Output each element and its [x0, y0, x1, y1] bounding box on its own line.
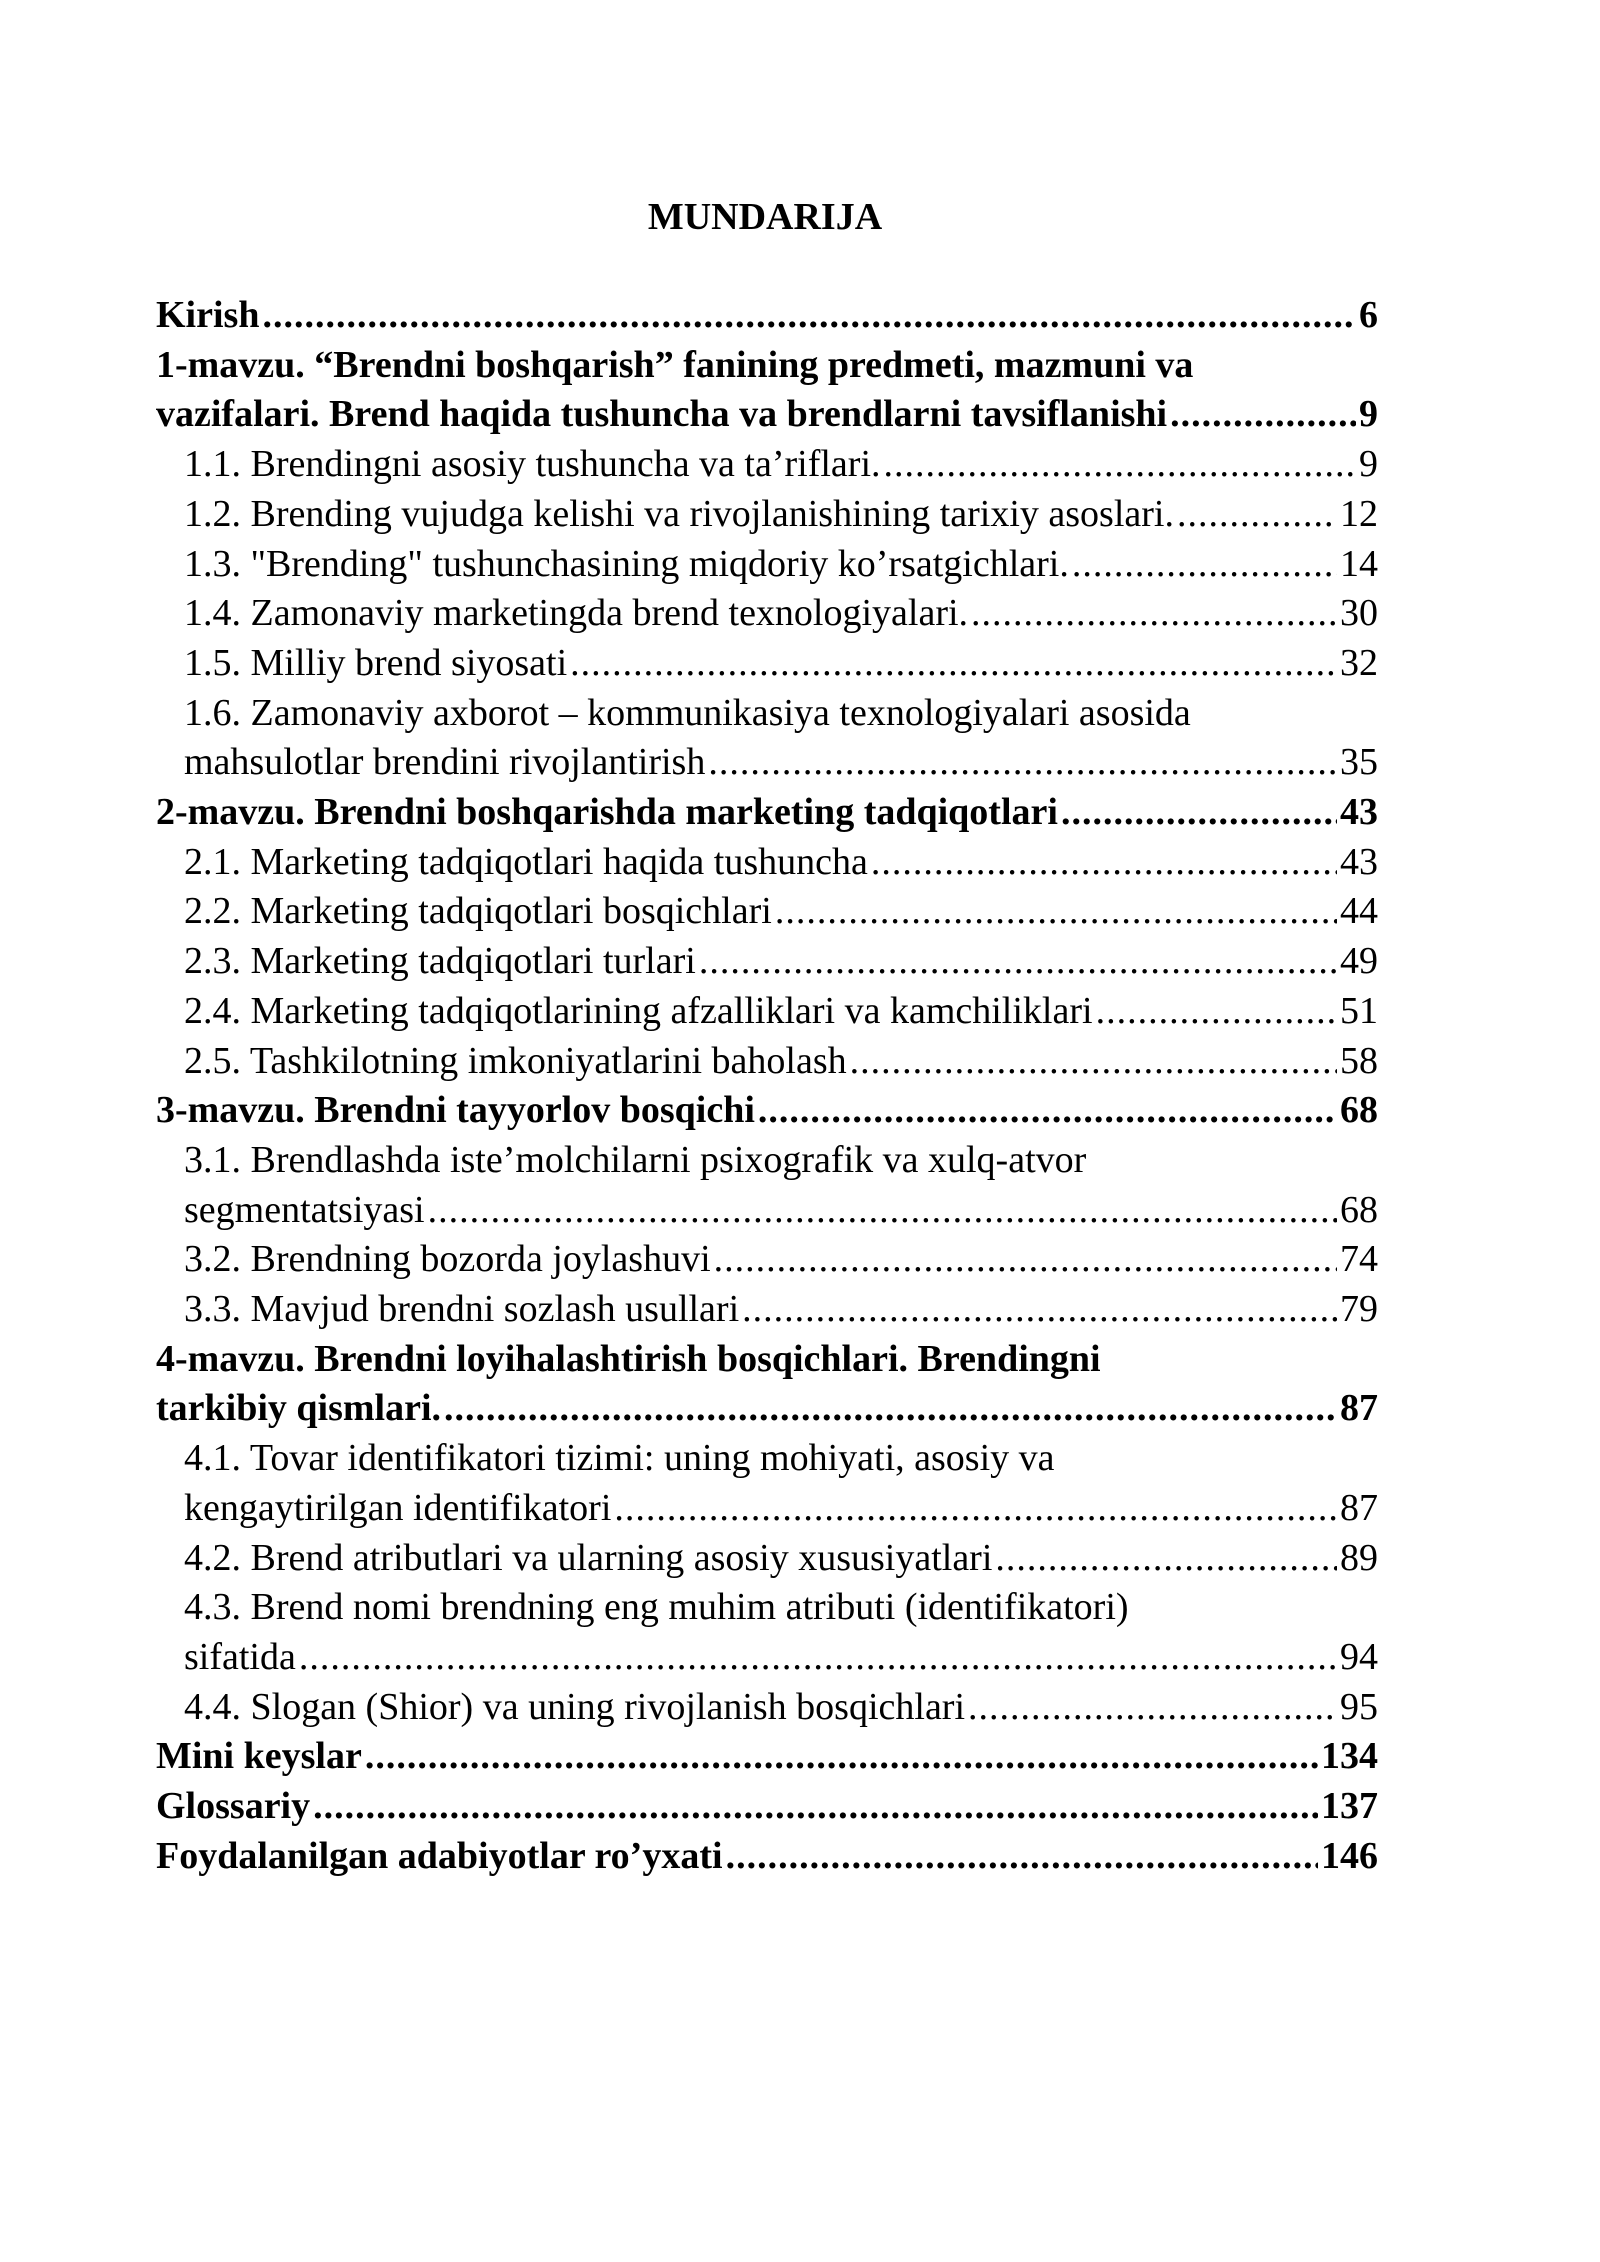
toc-entry-page-number: 94 — [1340, 1635, 1378, 1678]
toc-entry-title: Mini keyslar — [156, 1735, 362, 1778]
toc-entry-title-line: 4.1. Tovar identifikatori tizimi: uning mohiyati, asosiy va — [184, 1437, 1055, 1480]
toc-entry-title: segmentatsiyasi — [184, 1188, 425, 1231]
table-of-contents — [156, 291, 1378, 1882]
toc-entry-title-line: 1.6. Zamonaviy axborot – kommunikasiya texnologiyalari asosida — [184, 691, 1191, 734]
toc-entry-title: 3.3. Mavjud brendni sozlash usullari — [184, 1288, 740, 1331]
toc-entry-line — [184, 1235, 1378, 1285]
toc-entry-page-number: 35 — [1340, 741, 1378, 784]
toc-entry-page-number: 51 — [1340, 989, 1378, 1032]
toc-entry-line — [184, 937, 1378, 987]
dot-leader — [365, 1732, 1318, 1782]
toc-entry-page-number: 87 — [1340, 1486, 1378, 1529]
toc-entry — [156, 1534, 1378, 1584]
toc-entry — [156, 1434, 1378, 1533]
dot-leader — [714, 1235, 1337, 1285]
toc-entry — [156, 341, 1378, 440]
toc-entry-title: 2.1. Marketing tadqiqotlari haqida tushuncha — [184, 840, 868, 883]
toc-entry — [156, 1235, 1378, 1285]
toc-entry-page-number: 12 — [1340, 492, 1378, 535]
dot-leader — [742, 1285, 1337, 1335]
toc-entry-title-line: 3.1. Brendlashda iste’molchilarni psixografik va xulq-atvor — [184, 1138, 1087, 1181]
toc-entry-title-line: 4-mavzu. Brendni loyihalashtirish bosqichlari. Brendingni — [156, 1337, 1101, 1380]
dot-leader — [699, 937, 1337, 987]
dot-leader — [1072, 540, 1337, 590]
dot-leader — [299, 1633, 1337, 1683]
dot-leader — [570, 639, 1337, 689]
toc-entry-title: 2-mavzu. Brendni boshqarishda marketing tadqiqotlari — [156, 791, 1058, 834]
toc-entry-title: 4.4. Slogan (Shior) va uning rivojlanish bosqichlari — [184, 1685, 966, 1728]
toc-entry — [156, 1086, 1378, 1136]
toc-entry — [156, 1136, 1378, 1235]
dot-leader — [708, 738, 1337, 788]
toc-entry-page-number: 9 — [1359, 443, 1378, 486]
toc-entry-title: 2.5. Tashkilotning imkoniyatlarini baholash — [184, 1039, 847, 1082]
toc-entry-title: 2.2. Marketing tadqiqotlari bosqichlari — [184, 890, 772, 933]
toc-entry-title-line: 1-mavzu. “Brendni boshqarish” fanining predmeti, mazmuni va — [156, 343, 1194, 386]
toc-entry-title: mahsulotlar brendini rivojlantirish — [184, 741, 706, 784]
toc-entry-title: 1.5. Milliy brend siyosati — [184, 641, 568, 684]
dot-leader — [971, 589, 1337, 639]
toc-entry-page-number: 58 — [1340, 1039, 1378, 1082]
dot-leader — [775, 887, 1337, 937]
toc-entry-title: 1.4. Zamonaviy marketingda brend texnologiyalari. — [184, 592, 969, 635]
toc-entry-title: 1.2. Brending vujudga kelishi va rivojlanishining tarixiy asoslari. — [184, 492, 1174, 535]
toc-entry-line — [156, 788, 1378, 838]
dot-leader — [968, 1683, 1337, 1733]
dot-leader — [884, 440, 1356, 490]
toc-entry-title: sifatida — [184, 1635, 296, 1678]
toc-entry-page-number: 79 — [1340, 1288, 1378, 1331]
toc-entry-page-number: 137 — [1321, 1785, 1378, 1828]
toc-entry-line — [184, 738, 1378, 788]
toc-entry-title: Foydalanilgan adabiyotlar ro’yxati — [156, 1834, 723, 1877]
dot-leader — [444, 1384, 1337, 1434]
toc-entry — [156, 1037, 1378, 1087]
toc-entry — [156, 1782, 1378, 1832]
toc-entry-page-number: 134 — [1321, 1735, 1378, 1778]
toc-entry-line — [184, 1484, 1378, 1534]
toc-entry-page-number: 95 — [1340, 1685, 1378, 1728]
dot-leader — [428, 1186, 1337, 1236]
toc-entry-page-number: 68 — [1340, 1089, 1378, 1132]
toc-entry — [156, 987, 1378, 1037]
toc-entry-line — [156, 1782, 1378, 1832]
toc-entry — [156, 1832, 1378, 1882]
toc-entry — [156, 1285, 1378, 1335]
toc-entry-line — [184, 1186, 1378, 1236]
toc-entry-page-number: 44 — [1340, 890, 1378, 933]
toc-entry-page-number: 9 — [1359, 393, 1378, 436]
dot-leader — [726, 1832, 1318, 1882]
toc-entry-line — [184, 440, 1378, 490]
toc-entry-title: 2.4. Marketing tadqiqotlarining afzalliklari va kamchiliklari — [184, 989, 1093, 1032]
toc-entry-title: 4.2. Brend atributlari va ularning asosiy xususiyatlari — [184, 1536, 993, 1579]
toc-entry-title: Kirish — [156, 294, 260, 336]
toc-entry-title: 1.1. Brendingni asosiy tushuncha va ta’riflari. — [184, 443, 881, 486]
toc-entry-title: kengaytirilgan identifikatori — [184, 1486, 612, 1529]
dot-leader — [1061, 788, 1337, 838]
toc-entry-line — [156, 390, 1378, 440]
dot-leader — [758, 1086, 1337, 1136]
dot-leader — [850, 1037, 1337, 1087]
toc-entry-page-number: 14 — [1340, 542, 1378, 585]
toc-entry — [156, 838, 1378, 888]
toc-entry-page-number: 74 — [1340, 1238, 1378, 1281]
toc-entry — [156, 639, 1378, 689]
dot-leader — [995, 1534, 1337, 1584]
toc-entry-line — [156, 291, 1378, 341]
toc-entry-page-number: 49 — [1340, 940, 1378, 983]
toc-entry-line — [156, 1832, 1378, 1882]
dot-leader — [313, 1782, 1318, 1832]
toc-entry-line — [184, 1683, 1378, 1733]
dot-leader — [1170, 390, 1356, 440]
toc-entry — [156, 689, 1378, 788]
toc-entry — [156, 1335, 1378, 1434]
toc-entry-page-number: 43 — [1340, 791, 1378, 834]
toc-entry-line — [184, 887, 1378, 937]
toc-entry — [156, 490, 1378, 540]
toc-entry-title-line: 4.3. Brend nomi brendning eng muhim atributi (identifikatori) — [184, 1586, 1129, 1629]
toc-entry-page-number: 32 — [1340, 641, 1378, 684]
toc-entry-page-number: 68 — [1340, 1188, 1378, 1231]
toc-entry-line — [184, 490, 1378, 540]
toc-entry-line — [184, 1633, 1378, 1683]
toc-entry-line — [156, 1086, 1378, 1136]
toc-entry-page-number: 87 — [1340, 1387, 1378, 1430]
toc-entry-page-number: 89 — [1340, 1536, 1378, 1579]
toc-entry-title: tarkibiy qismlari. — [156, 1387, 442, 1430]
toc-entry-title: 3.2. Brendning bozorda joylashuvi — [184, 1238, 711, 1281]
dot-leader — [1177, 490, 1337, 540]
toc-entry — [156, 589, 1378, 639]
dot-leader — [1096, 987, 1337, 1037]
toc-entry-line — [184, 589, 1378, 639]
toc-entry — [156, 887, 1378, 937]
toc-entry — [156, 1732, 1378, 1782]
toc-entry-line — [184, 1534, 1378, 1584]
toc-entry-line — [184, 540, 1378, 590]
toc-entry-line — [184, 1037, 1378, 1087]
toc-entry — [156, 788, 1378, 838]
toc-entry-line — [184, 1285, 1378, 1335]
toc-entry-title: Glossariy — [156, 1785, 311, 1828]
toc-entry-line — [184, 838, 1378, 888]
toc-entry — [156, 540, 1378, 590]
toc-entry-line — [184, 987, 1378, 1037]
toc-entry-line — [184, 639, 1378, 689]
toc-entry-line — [156, 1732, 1378, 1782]
page-title: MUNDARIJA — [647, 196, 883, 238]
toc-entry — [156, 440, 1378, 490]
toc-entry-title: 3-mavzu. Brendni tayyorlov bosqichi — [156, 1089, 755, 1132]
dot-leader — [614, 1484, 1337, 1534]
toc-entry-page-number: 43 — [1340, 840, 1378, 883]
toc-entry-page-number: 6 — [1359, 294, 1378, 336]
toc-entry-line — [156, 1384, 1378, 1434]
toc-entry-title: 1.3. "Brending" tushunchasining miqdoriy ko’rsatgichlari. — [184, 542, 1069, 585]
toc-entry — [156, 291, 1378, 341]
toc-entry — [156, 1683, 1378, 1733]
toc-entry — [156, 1583, 1378, 1682]
dot-leader — [871, 838, 1337, 888]
toc-entry — [156, 937, 1378, 987]
toc-entry-page-number: 146 — [1321, 1834, 1378, 1877]
dot-leader — [262, 291, 1356, 341]
toc-entry-title: vazifalari. Brend haqida tushuncha va brendlarni tavsiflanishi — [156, 393, 1168, 436]
toc-entry-title: 2.3. Marketing tadqiqotlari turlari — [184, 940, 696, 983]
toc-entry-page-number: 30 — [1340, 592, 1378, 635]
